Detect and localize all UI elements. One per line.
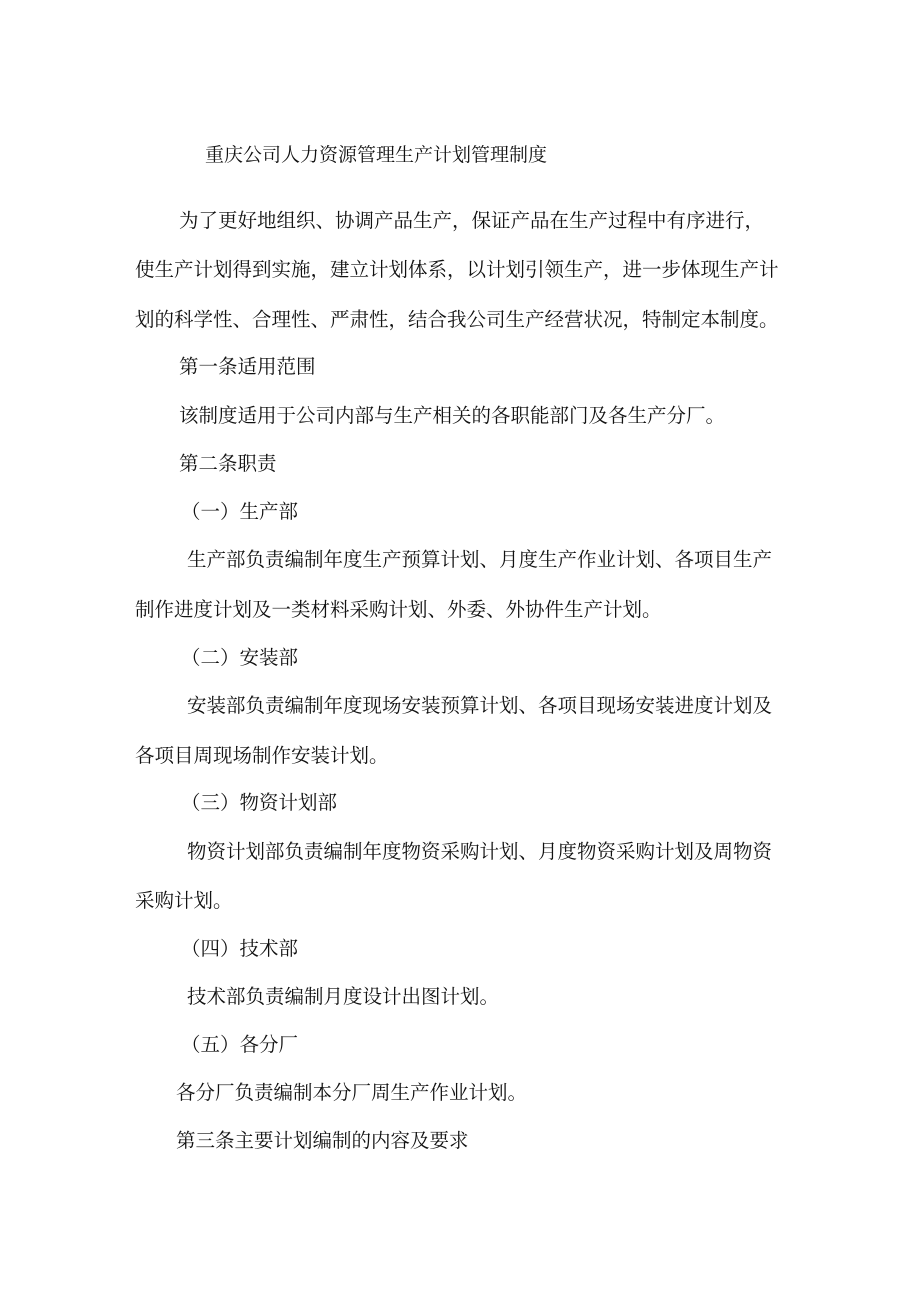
section-4-line-1: 技术部负责编制月度设计出图计划。 xyxy=(187,985,500,1008)
section-3-heading: （三）物资计划部 xyxy=(181,791,338,814)
section-2-line-2: 各项目周现场制作安装计划。 xyxy=(135,744,389,767)
section-1-heading: （一）生产部 xyxy=(181,500,299,523)
section-2-heading: （二）安装部 xyxy=(181,646,299,669)
article-1-heading: 第一条适用范围 xyxy=(179,355,316,378)
section-2-line-1: 安装部负责编制年度现场安装预算计划、各项目现场安装进度计划及 xyxy=(187,694,773,717)
section-1-line-2: 制作进度计划及一类材料采购计划、外委、外协件生产计划。 xyxy=(135,598,662,621)
article-2-heading: 第二条职责 xyxy=(179,452,277,475)
intro-line-3: 划的科学性、合理性、严肃性，结合我公司生产经营状况，特制定本制度。 xyxy=(135,308,779,331)
section-5-line-1: 各分厂负责编制本分厂周生产作业计划。 xyxy=(176,1081,528,1104)
document-title: 重庆公司人力资源管理生产计划管理制度 xyxy=(205,144,548,166)
section-5-heading: （五）各分厂 xyxy=(181,1033,299,1056)
section-1-line-1: 生产部负责编制年度生产预算计划、月度生产作业计划、各项目生产 xyxy=(187,548,773,571)
section-4-heading: （四）技术部 xyxy=(181,937,299,960)
intro-line-1: 为了更好地组织、协调产品生产，保证产品在生产过程中有序进行， xyxy=(179,209,765,232)
article-1-text: 该制度适用于公司内部与生产相关的各职能部门及各生产分厂。 xyxy=(179,404,726,427)
article-3-heading: 第三条主要计划编制的内容及要求 xyxy=(176,1129,469,1152)
intro-line-2: 使生产计划得到实施，建立计划体系，以计划引领生产，进一步体现生产计 xyxy=(135,258,779,281)
section-3-line-2: 采购计划。 xyxy=(135,889,233,912)
section-3-line-1: 物资计划部负责编制年度物资采购计划、月度物资采购计划及周物资 xyxy=(187,840,773,863)
